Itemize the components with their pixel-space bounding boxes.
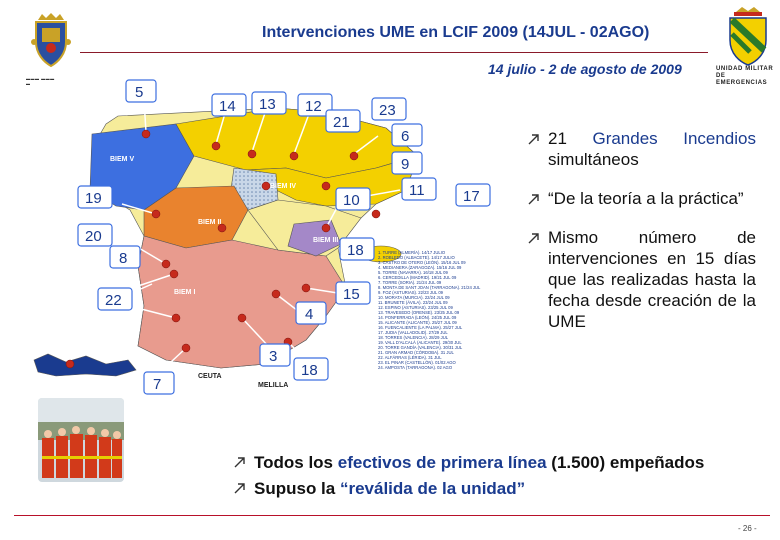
legend-item: 15. ALICANTE (ALICANTE). 25/27 JUL 09 bbox=[378, 320, 457, 325]
callout-17 bbox=[456, 184, 490, 206]
legend-item: 19. VALL D'ALCALÁ (ALICANTE). 29/30 JUL bbox=[378, 340, 462, 345]
callout-label: 22 bbox=[105, 292, 122, 309]
callout-label: 20 bbox=[85, 228, 102, 245]
callout-20 bbox=[78, 224, 112, 246]
bullet-interventions bbox=[526, 227, 756, 332]
legend-item: 8. MONTA DE SANT JOAN (TARRAGONA). 21/24 JUL bbox=[378, 285, 481, 290]
firefighters-photo bbox=[38, 398, 124, 482]
ume-caption-line2: DE EMERGENCIAS bbox=[716, 73, 768, 86]
callout-11 bbox=[402, 178, 436, 200]
fire-marker-icon bbox=[162, 260, 170, 268]
fire-marker-icon bbox=[182, 344, 190, 352]
callout-label: 11 bbox=[409, 182, 425, 199]
callout-18a bbox=[340, 238, 374, 260]
fire-marker-icon bbox=[302, 284, 310, 292]
ume-caption bbox=[716, 66, 778, 87]
legend-item: 20. TORRE GANDÍA (VALENCIA). 30/31 JUL bbox=[378, 345, 463, 350]
page-number: - 26 - bbox=[738, 524, 757, 533]
callout-21 bbox=[326, 110, 360, 132]
callout-8 bbox=[110, 246, 140, 268]
arrow-bullet-icon bbox=[526, 131, 542, 147]
fire-marker-icon bbox=[262, 182, 270, 190]
callout-label: 9 bbox=[401, 156, 410, 173]
fire-marker-icon bbox=[372, 210, 380, 218]
fire-marker-icon bbox=[322, 224, 330, 232]
callout-10 bbox=[336, 188, 370, 210]
legend-item: 18. TORRES (VALENCIA). 28/29 JUL bbox=[378, 335, 449, 340]
callout-9 bbox=[392, 152, 422, 174]
fire-marker-icon bbox=[212, 142, 220, 150]
legend-item: 12. ESPINO (ASTURIAS). 23/25 JUL 09 bbox=[378, 305, 453, 310]
callout-label: 12 bbox=[305, 98, 322, 115]
legend-item: 17. JUDIA (VALLADOLID). 27/29 JUL bbox=[378, 330, 448, 335]
ume-caption-line1: UNIDAD MILITAR bbox=[716, 66, 774, 72]
battalion-label: BIEM V bbox=[110, 156, 135, 163]
callout-4 bbox=[296, 302, 326, 324]
bullet-text: simultáneos bbox=[548, 150, 639, 169]
fire-marker-icon bbox=[172, 314, 180, 322]
callout-label: 18 bbox=[301, 362, 318, 379]
fire-marker-icon bbox=[238, 314, 246, 322]
bullet-effectives bbox=[232, 451, 772, 475]
fire-marker-icon bbox=[142, 130, 150, 138]
footer-divider bbox=[14, 515, 770, 516]
arrow-bullet-icon bbox=[232, 454, 248, 470]
legend-item: 16. FUENCALIENTE (LA PALMA). 25/27 JUL bbox=[378, 325, 463, 330]
fire-marker-icon bbox=[322, 182, 330, 190]
callout-23 bbox=[372, 98, 406, 120]
city-label-melilla: MELILLA bbox=[258, 382, 289, 389]
legend-item: 9. FOZ (ASTURIAS). 22/23 JUL 09 bbox=[378, 290, 444, 295]
fire-marker-icon bbox=[248, 150, 256, 158]
legend-item: 2. ROBLEDO (ALBACETE). 14/17 JULIO bbox=[378, 255, 455, 260]
bullet-fires bbox=[526, 128, 756, 170]
legend-item: 21. GRAN ARMAD (CÓRDOBA). 31 JUL bbox=[378, 350, 454, 355]
callout-label: 8 bbox=[119, 250, 128, 267]
arrow-bullet-icon bbox=[526, 191, 542, 207]
bullet-text: Todos los bbox=[254, 453, 338, 472]
bullet-text: Mismo número de intervenciones en 15 días que las realizadas hasta la fecha desde creación de la UME bbox=[548, 228, 756, 331]
callout-label: 3 bbox=[269, 348, 278, 365]
arrow-bullet-icon bbox=[232, 480, 248, 496]
legend-item: 1. TURRE (ALMERÍA). 14/17 JULIO bbox=[378, 250, 446, 255]
callout-19 bbox=[78, 186, 112, 208]
callout-label: 23 bbox=[379, 102, 396, 119]
title-divider bbox=[80, 52, 708, 53]
callout-5 bbox=[126, 80, 156, 102]
callout-label: 21 bbox=[333, 114, 350, 131]
legend-item: 4. MEDIANERA (ZARAGOZA). 15/16 JUL 09 bbox=[378, 265, 462, 270]
page-title: Intervenciones UME en LCIF 2009 (14JUL - 02AGO) bbox=[262, 24, 650, 41]
fire-marker-icon bbox=[152, 210, 160, 218]
callout-label: 4 bbox=[305, 306, 314, 323]
bullet-text: 21 bbox=[548, 129, 593, 148]
callout-label: 18 bbox=[347, 242, 364, 259]
callout-label: 6 bbox=[401, 128, 410, 145]
callout-6 bbox=[392, 124, 422, 146]
arrow-bullet-icon bbox=[526, 230, 542, 246]
battalion-label: BIEM IV bbox=[270, 183, 297, 190]
legend-item: 23. EL PINAR (CASTELLÓN). 01/02 AGO bbox=[378, 360, 456, 365]
callout-15 bbox=[336, 282, 370, 304]
battalion-label: BIEM II bbox=[198, 219, 222, 226]
bullet-highlight: Grandes Incendios bbox=[592, 129, 756, 148]
callout-label: 19 bbox=[85, 190, 102, 207]
legend-item: 24. AMPOSTA (TARRAGONA). 02 AGO bbox=[378, 365, 453, 370]
bullet-text: (1.500) empeñados bbox=[546, 453, 705, 472]
legend-item: 11. BRUNETE (ÁVILA). 23/24 JUL 09 bbox=[378, 300, 448, 305]
fire-marker-icon bbox=[66, 360, 74, 368]
callout-label: 5 bbox=[135, 84, 144, 101]
legend-item: 7. TORRE (SORIA). 21/24 JUL 09 bbox=[378, 280, 442, 285]
fire-marker-icon bbox=[290, 152, 298, 160]
main-bullet-list bbox=[526, 128, 756, 350]
bottom-bullet-list bbox=[232, 451, 772, 503]
fire-marker-icon bbox=[170, 270, 178, 278]
callout-3 bbox=[260, 344, 290, 366]
callout-22 bbox=[98, 288, 132, 310]
spain-fire-map bbox=[26, 78, 496, 400]
legend-item: 3. CASTRO DE OTERO (LEÓN). 15/16 JUL 09 bbox=[378, 260, 466, 265]
legend-item: 5. TORRE (NAVARRA). 16/18 JUL 09 bbox=[378, 270, 448, 275]
legend-item: 13. TRAVESEDO (ORENSE). 23/25 JUL 09 bbox=[378, 310, 460, 315]
battalion-label: BIEM III bbox=[313, 237, 339, 244]
ume-emblem-icon bbox=[722, 6, 774, 66]
callout-label: 7 bbox=[153, 376, 162, 393]
bullet-highlight: efectivos de primera línea bbox=[337, 453, 547, 472]
fire-legend-list bbox=[378, 250, 481, 370]
callout-14 bbox=[212, 94, 246, 116]
page-subtitle: 14 julio - 2 de agosto de 2009 bbox=[488, 61, 682, 77]
callout-label: 17 bbox=[463, 188, 480, 205]
coat-of-arms-left-icon bbox=[30, 12, 72, 68]
bullet-text: Supuso la bbox=[254, 479, 340, 498]
legend-item: 10. MORATA (MURCIA). 22/24 JUL 09 bbox=[378, 295, 450, 300]
callout-label: 15 bbox=[343, 286, 360, 303]
legend-item: 14. PONFERRADA (LEÓN). 24/25 JUL 09 bbox=[378, 315, 457, 320]
callout-label: 10 bbox=[343, 192, 360, 209]
crest-caption-lines: ▬▬▬ ▬▬▬ ▬ bbox=[26, 76, 55, 86]
fire-marker-icon bbox=[350, 152, 358, 160]
bullet-revalida bbox=[232, 477, 772, 501]
city-label-ceuta: CEUTA bbox=[198, 373, 222, 380]
callout-label: 13 bbox=[259, 96, 276, 113]
callout-label: 14 bbox=[219, 98, 236, 115]
bullet-theory bbox=[526, 188, 756, 209]
callout-18b bbox=[294, 358, 328, 380]
legend-item: 22. ALFÁRRAS (LÉRIDA). 31 JUL bbox=[378, 355, 442, 360]
battalion-label: BIEM I bbox=[174, 289, 196, 296]
bullet-highlight: “reválida de la unidad” bbox=[339, 479, 526, 498]
canary-islands bbox=[34, 354, 136, 376]
callout-13 bbox=[252, 92, 286, 114]
fire-marker-icon bbox=[272, 290, 280, 298]
callout-7 bbox=[144, 372, 174, 394]
bullet-text: “De la teoría a la práctica” bbox=[548, 189, 744, 208]
legend-item: 6. CERCEDILLA (MADRID). 19/21 JUL 09 bbox=[378, 275, 457, 280]
